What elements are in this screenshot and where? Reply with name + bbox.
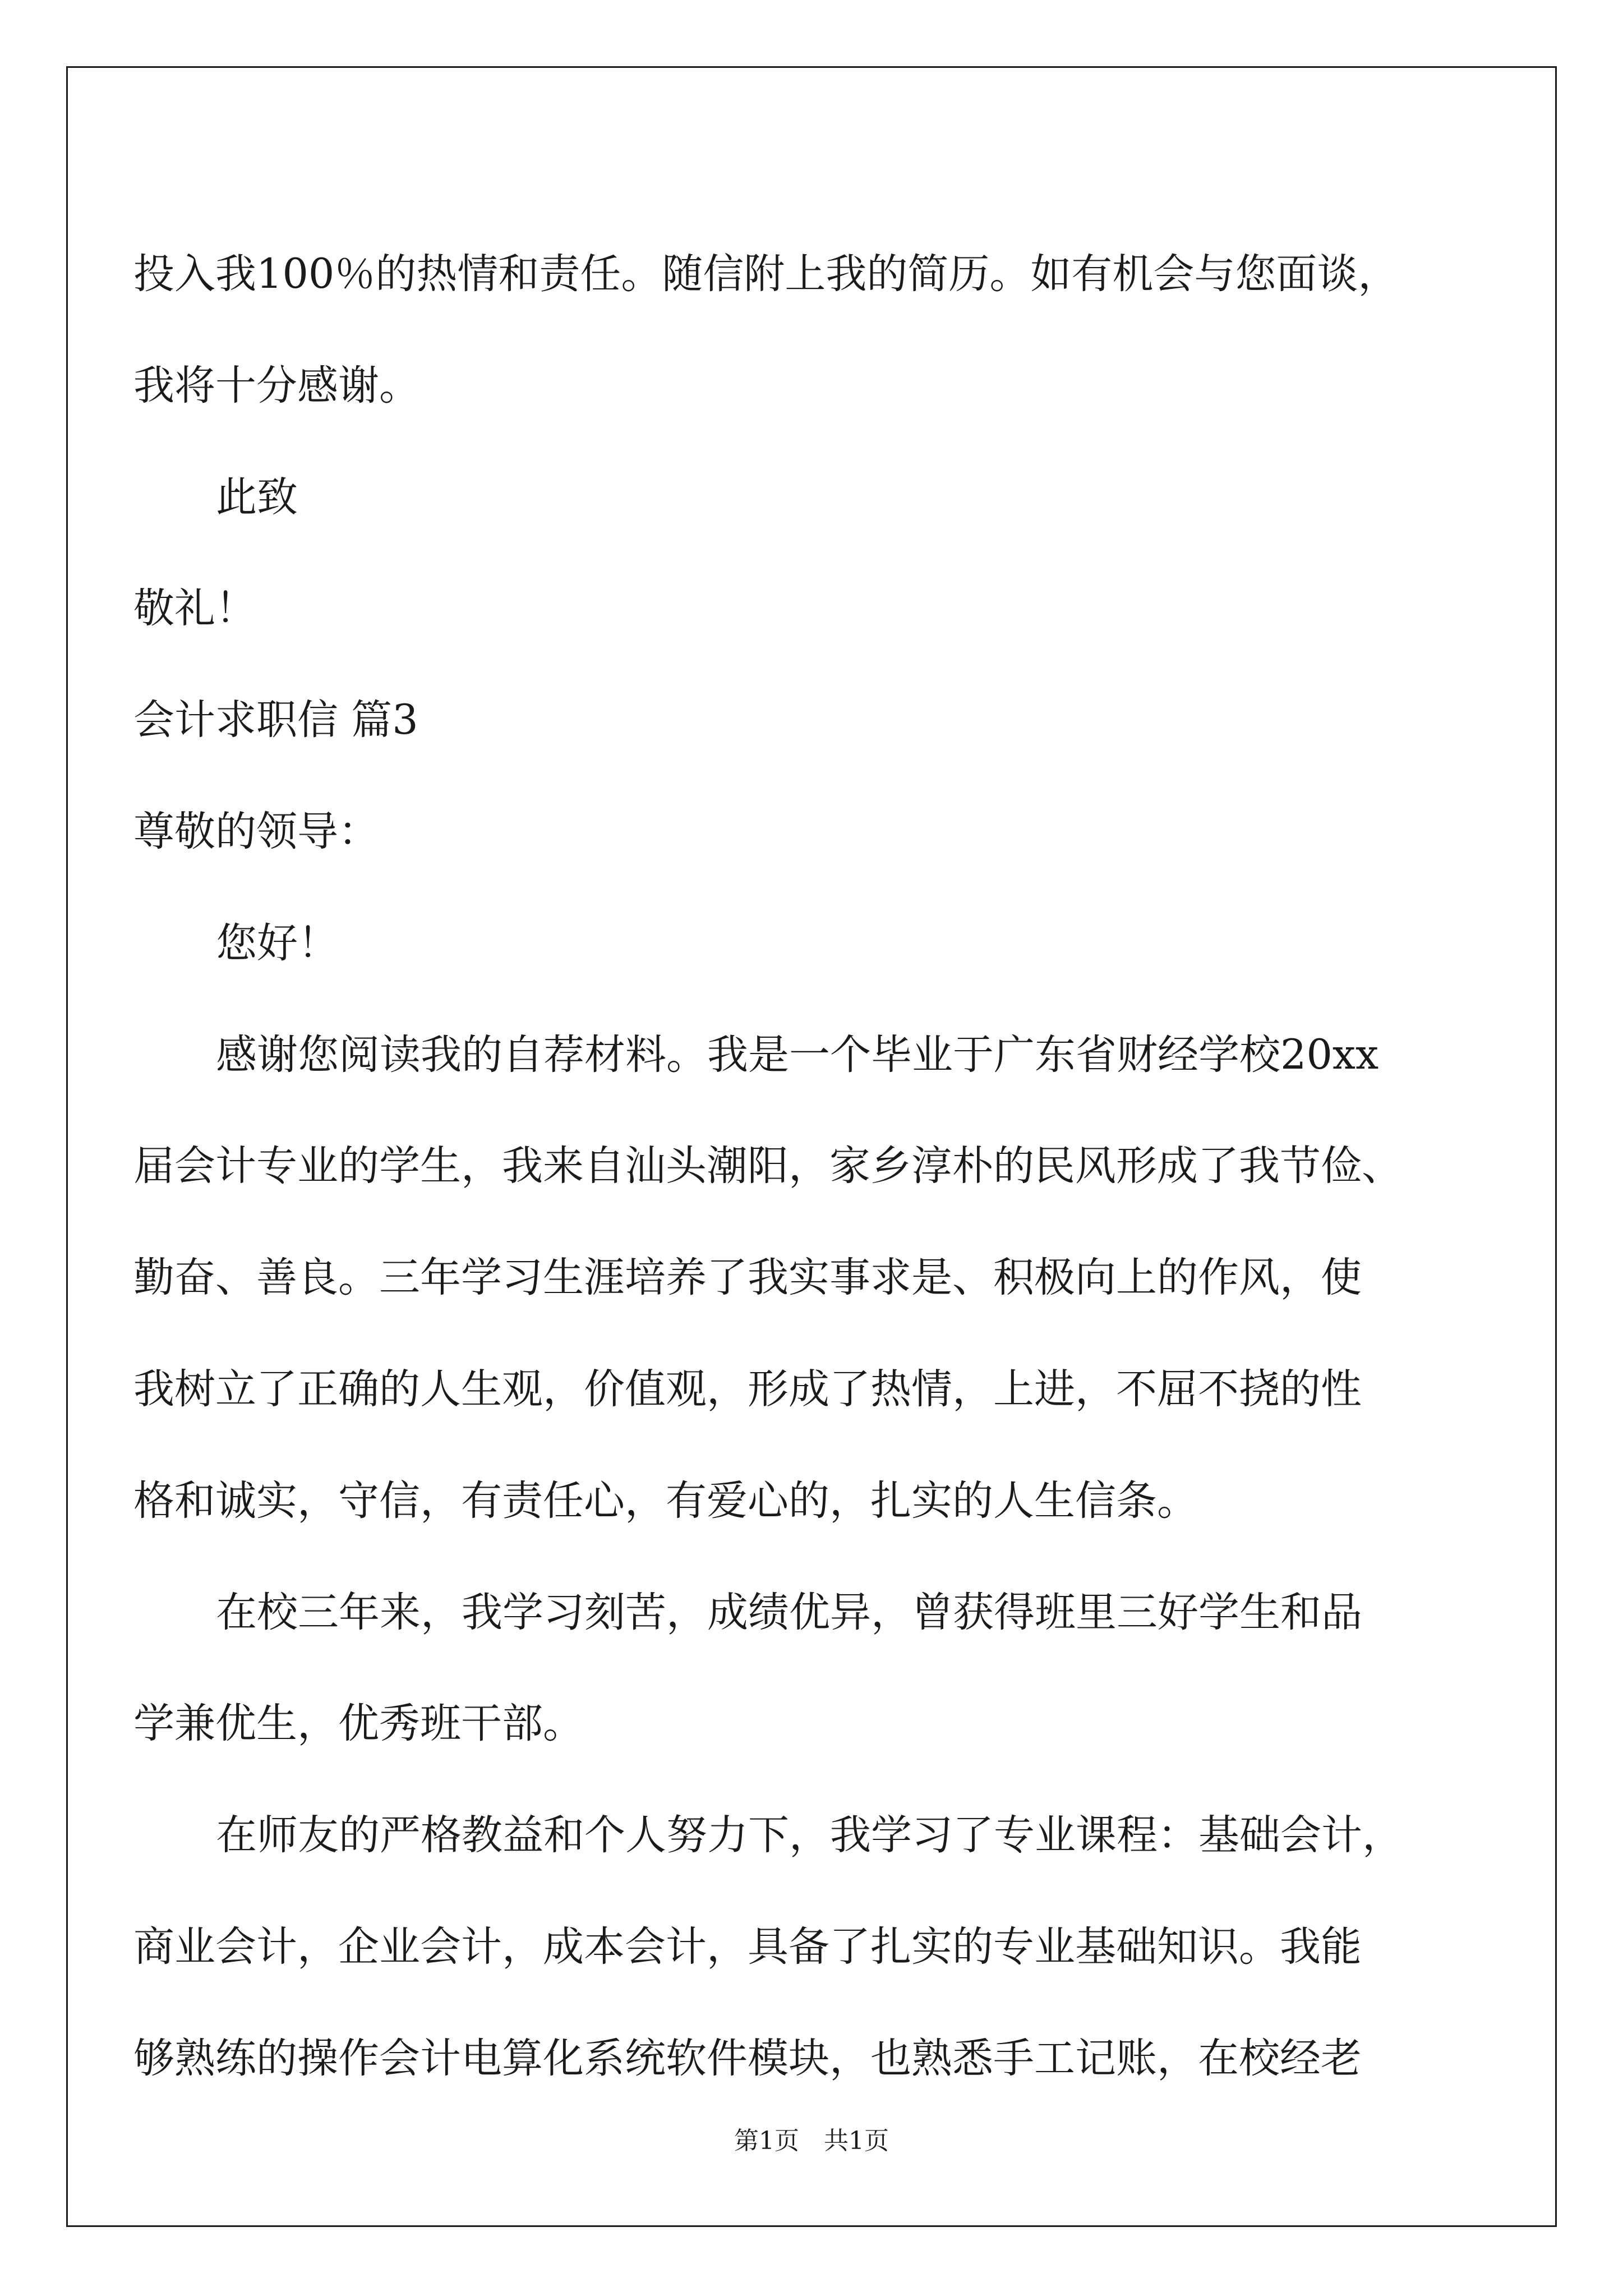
text-line: 我树立了正确的人生观，价值观，形成了热情，上进，不屈不挠的性 — [133, 1365, 1362, 1413]
text-line: 投入我100％的热情和责任。随信附上我的简历。如有机会与您面谈， — [133, 250, 1399, 298]
text-line: 届会计专业的学生，我来自汕头潮阳，家乡淳朴的民风形成了我节俭、 — [133, 1142, 1403, 1190]
greeting: 您好！ — [216, 919, 339, 967]
text-line: 够熟练的操作会计电算化系统软件模块，也熟悉手工记账，在校经老 — [133, 2034, 1362, 2082]
text-line: 在师友的严格教益和个人努力下，我学习了专业课程：基础会计， — [216, 1811, 1403, 1860]
text-line: 我将十分感谢。 — [133, 361, 420, 409]
text-line: 此致 — [216, 473, 298, 521]
text-line: 商业会计，企业会计，成本会计，具备了扎实的专业基础知识。我能 — [133, 1922, 1362, 1971]
text-line: 感谢您阅读我的自荐材料。我是一个毕业于广东省财经学校20xx — [216, 1030, 1379, 1079]
text-line: 学兼优生，优秀班干部。 — [133, 1700, 584, 1748]
text-line: 勤奋、善良。三年学习生涯培养了我实事求是、积极向上的作风，使 — [133, 1254, 1362, 1302]
text-line: 敬礼！ — [133, 585, 256, 633]
section-heading: 会计求职信 篇3 — [133, 696, 418, 744]
page-number-footer: 第1页 共1页 — [734, 2127, 889, 2155]
letter-body — [133, 219, 1491, 2115]
text-line: 格和诚实，守信，有责任心，有爱心的，扎实的人生信条。 — [133, 1476, 1198, 1525]
text-line: 在校三年来，我学习刻苦，成绩优异，曾获得班里三好学生和品 — [216, 1588, 1362, 1636]
salutation: 尊敬的领导： — [133, 807, 379, 855]
